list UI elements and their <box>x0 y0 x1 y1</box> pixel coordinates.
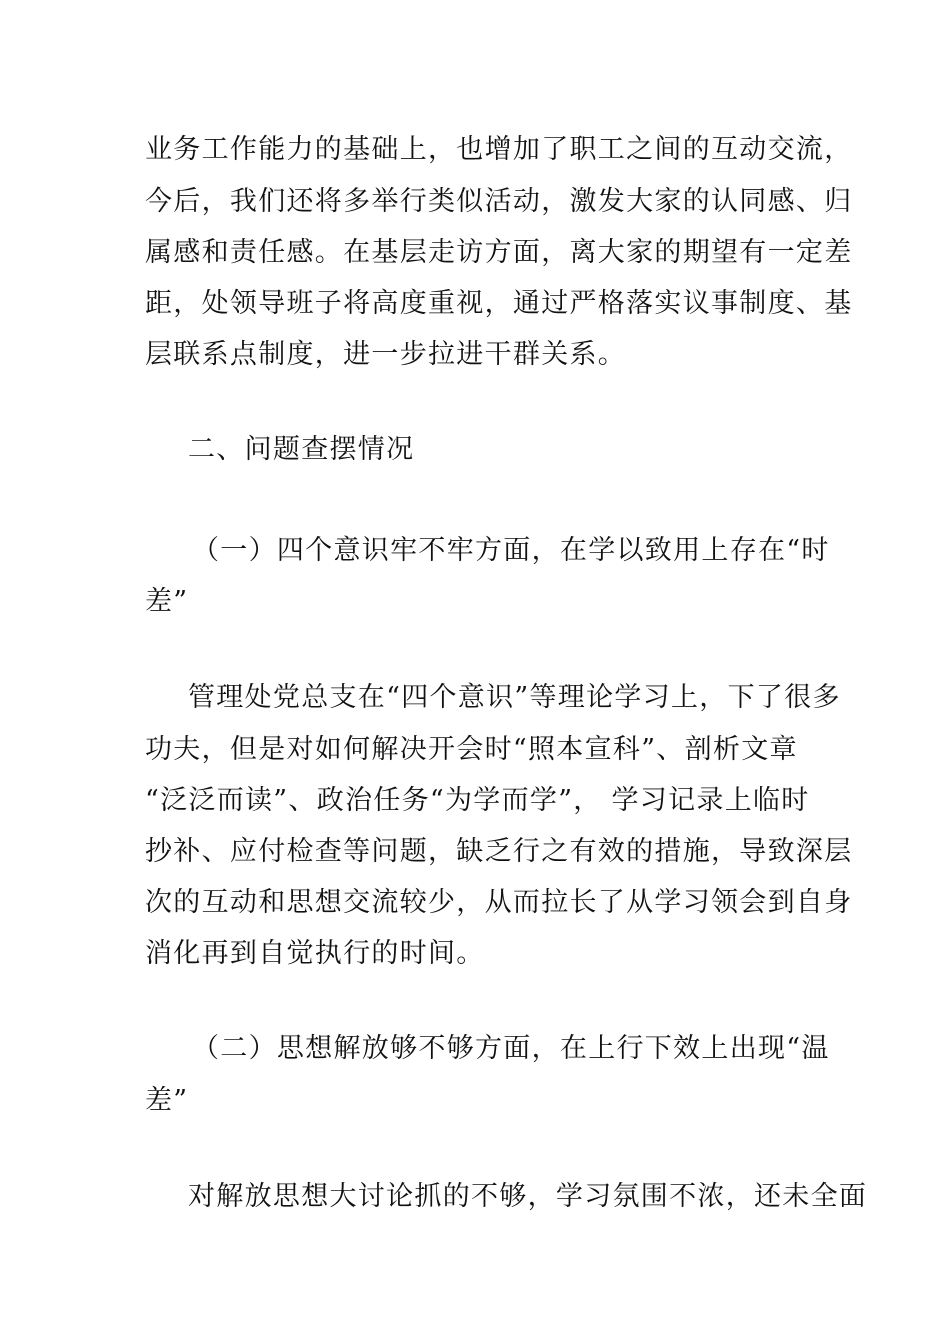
paragraph-line: 对解放思想大讨论抓的不够，学习氛围不浓，还未全面 <box>188 1181 868 1212</box>
paragraph-line: 抄补、应付检查等问题，缺乏行之有效的措施，导致深层 <box>145 836 853 867</box>
paragraph-line: 业务工作能力的基础上，也增加了职工之间的互动交流， <box>145 134 853 165</box>
paragraph-line: 今后，我们还将多举行类似活动，激发大家的认同感、归 <box>145 186 853 217</box>
paragraph-line: 层联系点制度，进一步拉进干群关系。 <box>145 339 627 370</box>
paragraph-line: 属感和责任感。在基层走访方面，离大家的期望有一定差 <box>145 237 853 268</box>
subheading-line: 差” <box>145 586 189 617</box>
paragraph-line: “泛泛而读”、政治任务“为学而学”， 学习记录上临时 <box>145 785 810 816</box>
subheading-line: （二）思想解放够不够方面，在上行下效上出现“温 <box>192 1033 830 1064</box>
subheading-line: 差” <box>145 1085 189 1116</box>
paragraph-line: 次的互动和思想交流较少，从而拉长了从学习领会到自身 <box>145 887 853 918</box>
section-heading: 二、问题查摆情况 <box>188 434 415 465</box>
paragraph-line: 距，处领导班子将高度重视，通过严格落实议事制度、基 <box>145 288 853 319</box>
paragraph-line: 管理处党总支在“四个意识”等理论学习上，下了很多 <box>188 682 841 713</box>
subheading-line: （一）四个意识牢不牢方面，在学以致用上存在“时 <box>192 535 830 566</box>
paragraph-line: 消化再到自觉执行的时间。 <box>145 938 485 969</box>
paragraph-line: 功夫，但是对如何解决开会时“照本宣科”、剖析文章 <box>145 734 798 765</box>
